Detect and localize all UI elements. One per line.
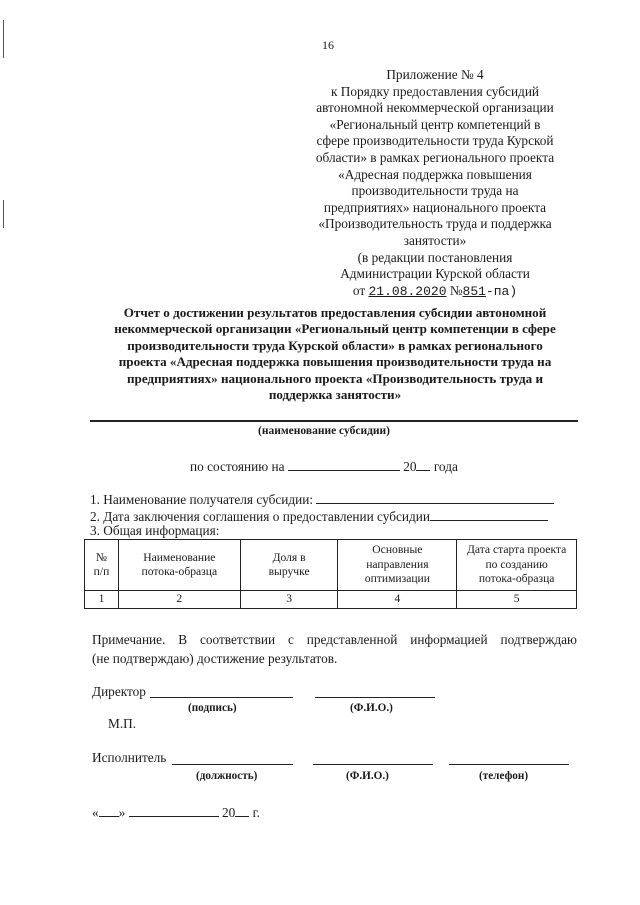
appendix-line: занятости» [403, 232, 467, 248]
appendix-line: Администрации Курской области [340, 266, 530, 282]
executor-position-line [172, 764, 293, 765]
col-header-revenue-share [240, 540, 338, 591]
note-line: (не подтверждаю) достижение результатов. [92, 651, 338, 666]
as-of-line [190, 458, 458, 475]
table-cell: 5 [457, 591, 577, 609]
table-cell: 1 [85, 591, 119, 609]
col-header-optimization [338, 540, 457, 591]
resolution-date: 21.08.2020 [368, 283, 447, 299]
director-signature-line [150, 697, 293, 698]
note [92, 630, 577, 668]
executor-label: Исполнитель [92, 750, 167, 765]
resolution-number: 851 [462, 283, 486, 299]
table-cell: 3 [240, 591, 338, 609]
table-row [85, 591, 577, 609]
appendix-line: «Адресная поддержка повышения [338, 166, 532, 182]
general-info-table [84, 539, 577, 609]
table-header-row [85, 540, 577, 591]
header-line: по созданию [485, 557, 548, 571]
recipient-field [90, 491, 554, 508]
date-close-quote: » [118, 805, 126, 820]
title-line: предприятиях» национального проекта «Производительность труда и [127, 370, 543, 386]
executor-phone-caption: (телефон) [479, 770, 529, 782]
page-number: 16 [322, 38, 334, 52]
general-info-label: 3. Общая информация: [90, 523, 220, 538]
title-line: некоммерческой организации «Региональный центр компетенции в сфере [114, 321, 556, 337]
header-line: оптимизации [364, 572, 430, 586]
header-line: п/п [93, 565, 110, 578]
director-name-line [315, 697, 435, 698]
director-label: Директор [92, 684, 146, 699]
margin-mark [3, 20, 4, 58]
header-line: потока-образца [478, 572, 555, 586]
recipient-blank [316, 491, 554, 504]
title-line: поддержка занятости» [268, 387, 402, 403]
header-line: № [95, 550, 107, 564]
as-of-year-blank [416, 458, 430, 471]
title-line: Отчет о достижении результатов предоставления субсидии автономной [123, 305, 547, 320]
appendix-line: сфере производительности труда Курской [316, 133, 554, 149]
appendix-header [300, 67, 570, 300]
title-line: производительности труда Курской области» в рамках регионального [127, 337, 543, 353]
appendix-date-line [300, 283, 570, 301]
number-suffix: -па) [485, 283, 518, 299]
agreement-date-blank [430, 508, 548, 521]
report-title [90, 305, 580, 403]
appendix-line: автономной некоммерческой организации [316, 100, 554, 116]
appendix-line: «Региональный центр компетенций в [329, 116, 541, 132]
margin-mark [3, 200, 4, 228]
title-line: проекта «Адресная поддержка повышения производительности труда на [118, 354, 552, 370]
stamp-place: М.П. [108, 716, 137, 731]
appendix-line: области» в рамках регионального проекта [315, 149, 555, 165]
agreement-date-label: 2. Дата заключения соглашения о предоставлении субсидии [90, 509, 431, 524]
note-line: Примечание. В соответствии с представленной информацией подтверждаю [92, 632, 577, 647]
appendix-line: «Производительность труда и поддержка [318, 216, 552, 232]
table-cell: 4 [338, 591, 457, 609]
executor-phone-line [449, 764, 569, 765]
appendix-line: к Порядку предоставления субсидий [330, 83, 540, 99]
as-of-date-blank [288, 458, 400, 471]
date-year: 20 [221, 805, 236, 820]
date-line [92, 804, 260, 821]
executor-position-caption: (должность) [196, 770, 258, 782]
subsidy-name-line [90, 420, 578, 422]
number-prefix: № [449, 282, 463, 298]
appendix-line: Приложение № 4 [386, 67, 484, 82]
date-year-suffix: г. [252, 805, 260, 820]
header-line: Основные [372, 543, 423, 557]
subsidy-caption: (наименование субсидии) [258, 425, 390, 437]
executor-name-line [313, 764, 433, 765]
day-blank [99, 804, 119, 817]
header-line: потока-образца [141, 565, 218, 578]
col-header-start-date [457, 540, 577, 591]
as-of-suffix: года [433, 459, 458, 474]
as-of-prefix: по состоянию на [190, 459, 285, 474]
col-header-stream-name [118, 540, 240, 591]
header-line: Наименование [143, 550, 216, 564]
table-cell: 2 [118, 591, 240, 609]
col-header-number [85, 540, 119, 591]
director-name-caption: (Ф.И.О.) [350, 702, 393, 714]
header-line: Доля в [272, 550, 306, 564]
appendix-line: производительности труда на [351, 183, 519, 199]
header-line: Дата старта проекта [466, 543, 567, 557]
recipient-label: 1. Наименование получателя субсидии: [90, 492, 314, 507]
appendix-line: (в редакции постановления [357, 249, 513, 265]
director-signature-caption: (подпись) [188, 702, 237, 714]
year-blank [235, 804, 249, 817]
month-blank [129, 804, 219, 817]
date-open-quote: « [92, 805, 99, 820]
as-of-year: 20 [403, 459, 417, 474]
date-prefix: от [352, 282, 366, 298]
executor-name-caption: (Ф.И.О.) [346, 770, 389, 782]
header-line: выручке [268, 565, 310, 578]
appendix-line: предприятиях» национального проекта [323, 199, 547, 215]
header-line: направления [366, 557, 429, 571]
